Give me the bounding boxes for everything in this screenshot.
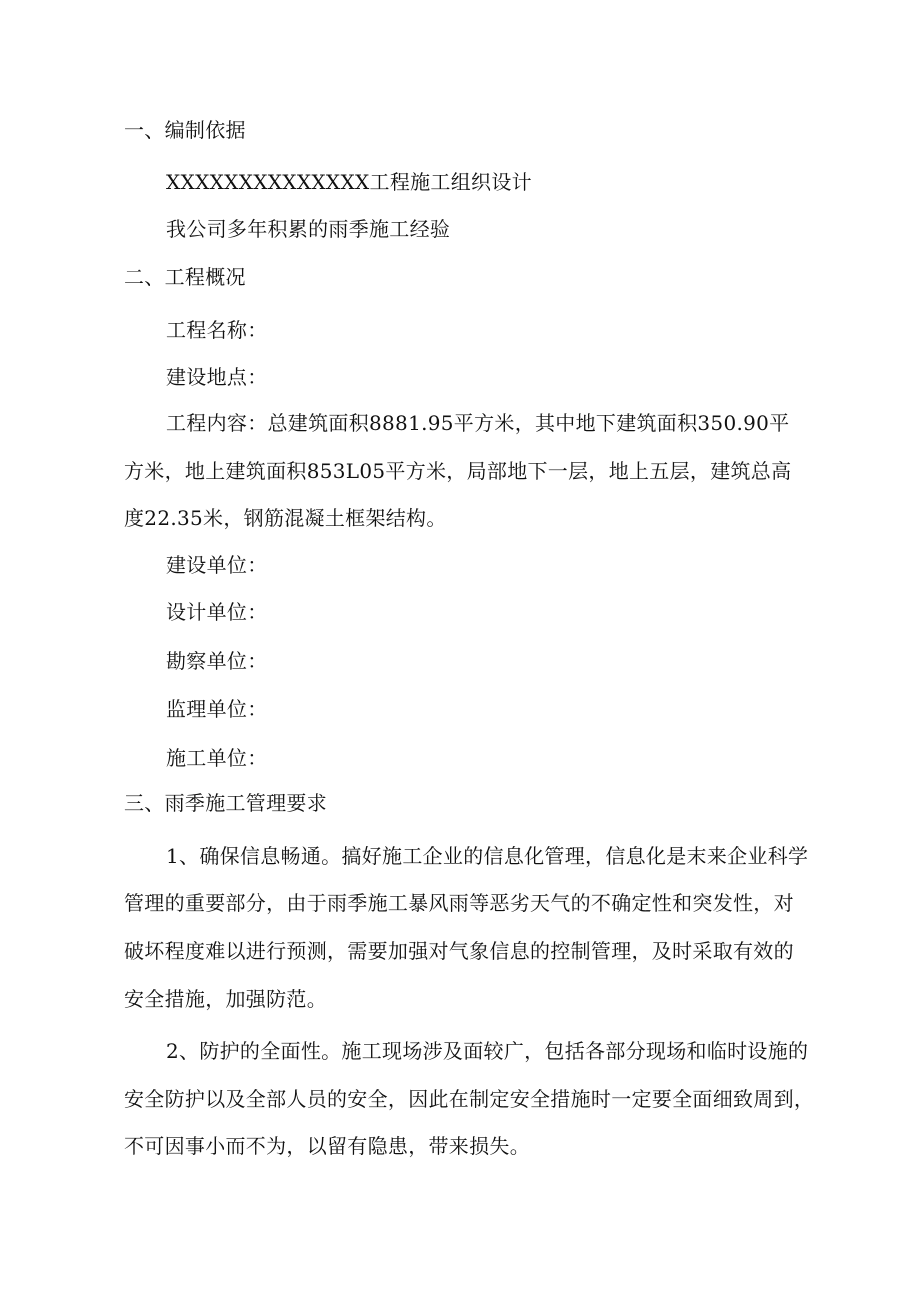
- requirement-1-line-3: 破坏程度难以进行预测，需要加强对气象信息的控制管理，及时采取有效的: [124, 939, 794, 963]
- basis-item-experience: 我公司多年积累的雨季施工经验: [166, 217, 451, 241]
- requirement-1-line-4: 安全措施，加强防范。: [124, 987, 327, 1011]
- project-location-label: 建设地点：: [166, 365, 268, 389]
- project-content-line-2: 方米，地上建筑面积853L05平方米，局部地下一层，地上五层，建筑总高: [124, 459, 792, 483]
- section-heading-basis: 一、编制依据: [124, 118, 246, 142]
- basis-item-design: XXXXXXXXXXXXXX工程施工组织设计: [166, 170, 532, 194]
- project-name-label: 工程名称：: [166, 318, 268, 342]
- project-content-line-1: 工程内容：总建筑面积8881.95平方米，其中地下建筑面积350.90平: [166, 411, 790, 435]
- requirement-2-line-2: 安全防护以及全部人员的安全，因此在制定安全措施时一定要全面细致周到，: [124, 1087, 815, 1111]
- requirement-2-line-1: 2、防护的全面性。施工现场涉及面较广，包括各部分现场和临时设施的: [166, 1039, 809, 1063]
- construction-unit-label: 施工单位：: [166, 746, 268, 770]
- survey-unit-label: 勘察单位：: [166, 649, 268, 673]
- owner-unit-label: 建设单位：: [166, 553, 268, 577]
- requirement-1-line-1: 1、确保信息畅通。搞好施工企业的信息化管理，信息化是末来企业科学: [166, 844, 809, 868]
- requirement-1-line-2: 管理的重要部分，由于雨季施工暴风雨等恶劣天气的不确定性和突发性，对: [124, 891, 794, 915]
- requirement-2-line-3: 不可因事小而不为，以留有隐患，带来损失。: [124, 1134, 530, 1158]
- section-heading-rain-requirements: 三、雨季施工管理要求: [124, 791, 327, 815]
- project-content-line-3: 度22.35米，钢筋混凝土框架结构。: [124, 506, 447, 530]
- section-heading-overview: 二、工程概况: [124, 265, 246, 289]
- supervision-unit-label: 监理单位：: [166, 697, 268, 721]
- design-unit-label: 设计单位：: [166, 600, 268, 624]
